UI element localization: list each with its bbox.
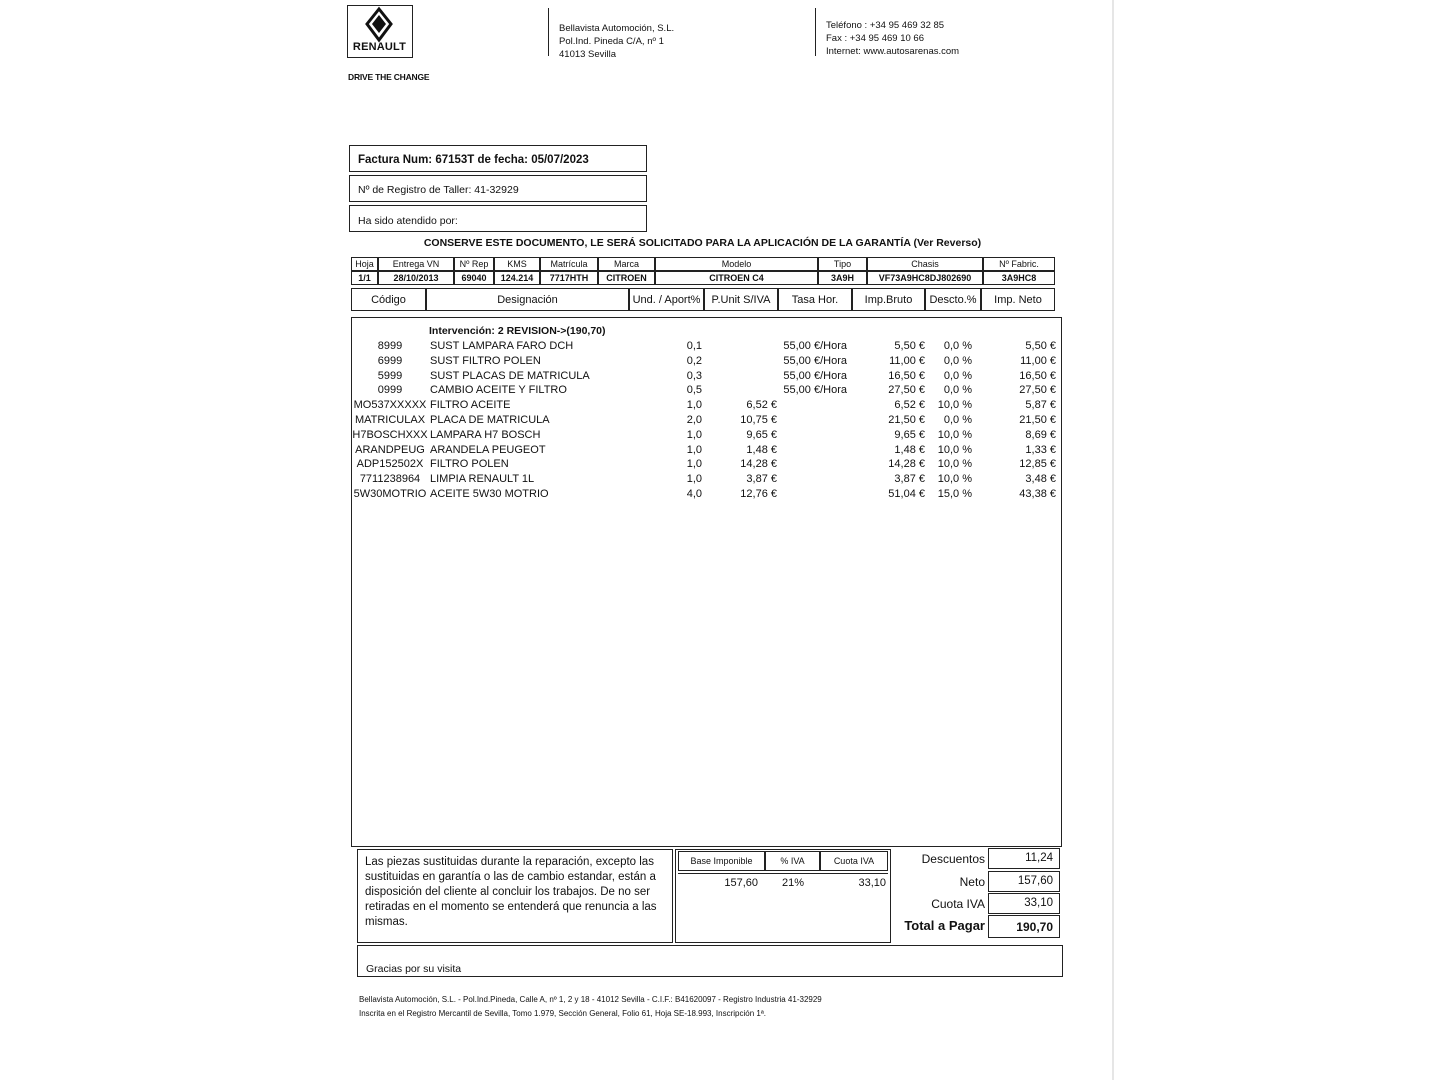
registry-number: Nº de Registro de Taller: 41-32929 [358,184,519,196]
line-desc: LAMPARA H7 BOSCH [430,428,541,441]
company-block [559,22,674,61]
vehicle-header-model: Modelo [655,257,818,271]
line-desc: SUST LAMPARA FARO DCH [430,340,574,352]
vehicle-value-delivery: 28/10/2013 [378,271,454,285]
contact-phone: Teléfono : +34 95 469 32 85 [826,20,945,31]
tax-header-base: Base Imponible [678,851,765,871]
line-disc: 10,0 % [937,458,972,471]
line-qty: 1,0 [686,458,702,471]
vehicle-value-kms: 124.214 [494,271,540,285]
company-address-1: Pol.Ind. Pineda C/A, nº 1 [559,36,664,47]
line-rate: 55,00 €/Hora [783,354,847,367]
contact-block [826,19,959,58]
vehicle-header-factory: Nº Fabric. [983,257,1055,271]
line-code: 5W30MOTRIO [353,488,427,500]
line-disc: 10,0 % [937,473,972,486]
footer-line-2: Inscrita en el Registro Mercantil de Sevilla, Tomo 1.979, Sección General, Folio 61, Hoja SE-18.993, Inscripción 1ª. [359,1009,767,1018]
line-gross: 27,50 € [888,384,925,397]
column-header-unit-price: P.Unit S/IVA [704,288,778,311]
line-disc: 0,0 % [943,354,972,367]
line-gross: 16,50 € [888,369,925,382]
line-desc: SUST PLACAS DE MATRICULA [430,369,590,382]
vat-value: 33,10 [1024,897,1053,909]
line-disc: 0,0 % [943,340,972,352]
line-disc: 0,0 % [943,384,972,397]
vehicle-header-brand: Marca [598,257,655,271]
discounts-box [988,848,1060,869]
tax-header-amount: Cuota IVA [820,851,888,871]
table-row [352,355,1063,370]
logo-text: RENAULT [352,41,407,53]
tax-amount-value: 33,10 [858,877,886,889]
line-disc: 15,0 % [937,488,972,500]
line-qty: 1,0 [686,399,702,412]
invoice-number: Factura Num: 67153T de fecha: 05/07/2023 [358,154,589,166]
line-net: 16,50 € [1019,369,1056,382]
vehicle-header-chassis: Chasis [867,257,983,271]
line-net: 5,87 € [1025,399,1056,412]
column-header-gross: Imp.Bruto [852,288,925,311]
tax-rate-value: 21% [782,877,805,889]
line-gross: 51,04 € [888,488,925,500]
line-gross: 21,50 € [888,414,925,426]
vehicle-header-plate: Matrícula [540,257,598,271]
line-gross: 3,87 € [894,473,925,486]
line-code: MATRICULAX [354,414,426,426]
line-desc: ACEITE 5W30 MOTRIO [430,488,549,500]
column-header-discount: Descto.% [925,288,981,311]
line-items-body [351,317,1062,847]
line-code: 8999 [377,340,403,352]
line-qty: 0,2 [686,354,702,367]
line-disc: 10,0 % [937,428,972,441]
table-row [352,444,1063,459]
line-net: 1,33 € [1025,443,1056,456]
table-row [352,340,1063,355]
table-row [352,370,1063,385]
line-net: 5,50 € [1025,340,1056,352]
table-row [352,488,1063,503]
line-code: 6999 [377,354,403,367]
column-header-code: Código [351,288,426,311]
header-divider-1 [548,8,549,56]
line-qty: 2,0 [686,414,702,426]
header-divider-2 [815,8,816,56]
line-unit: 1,48 € [746,443,777,456]
line-gross: 14,28 € [888,458,925,471]
line-gross: 6,52 € [894,399,925,412]
line-net: 8,69 € [1025,428,1056,441]
net-label: Neto [959,875,985,889]
vehicle-value-brand: CITROEN [598,271,655,285]
line-desc: FILTRO ACEITE [430,399,511,412]
line-gross: 5,50 € [894,340,925,352]
line-qty: 4,0 [686,488,702,500]
renault-logo [347,5,413,58]
vehicle-value-factory: 3A9HC8 [983,271,1055,285]
line-code: H7BOSCHXXX [352,428,428,441]
table-row [352,429,1063,444]
vehicle-header-type: Tipo [818,257,867,271]
table-row [352,458,1063,473]
line-code: ARANDPEUG [355,443,425,456]
tax-base-value: 157,60 [724,877,758,889]
column-header-net: Imp. Neto [981,288,1055,311]
discounts-label: Descuentos [921,852,985,866]
line-unit: 6,52 € [746,399,777,412]
table-row [352,414,1063,429]
line-disc: 0,0 % [943,369,972,382]
line-unit: 9,65 € [746,428,777,441]
line-qty: 0,1 [686,340,702,352]
vehicle-header-delivery: Entrega VN [378,257,454,271]
brand-tagline: DRIVE THE CHANGE [348,72,430,82]
vat-box [988,893,1060,914]
line-rate: 55,00 €/Hora [783,369,847,382]
line-net: 43,38 € [1019,488,1056,500]
scan-edge-line [1112,0,1114,1080]
discounts-value: 11,24 [1025,852,1053,864]
company-name: Bellavista Automoción, S.L. [559,23,675,34]
thanks-text: Gracias por su visita [366,963,462,975]
net-box [988,871,1060,892]
line-rate: 55,00 €/Hora [783,384,847,397]
table-row [352,384,1063,399]
table-row [352,473,1063,488]
invoice-number-box [349,145,647,172]
attended-by-label: Ha sido atendido por: [358,215,458,227]
vat-label: Cuota IVA [931,897,985,911]
line-desc: SUST FILTRO POLEN [430,354,541,367]
total-box [988,915,1060,938]
vehicle-value-rep: 69040 [454,271,494,285]
line-disc: 10,0 % [937,399,972,412]
line-desc: ARANDELA PEUGEOT [430,443,546,456]
line-unit: 3,87 € [746,473,777,486]
line-desc: FILTRO POLEN [430,458,509,471]
vehicle-value-model: CITROEN C4 [655,271,818,285]
line-net: 12,85 € [1019,458,1056,471]
line-disc: 10,0 % [937,443,972,456]
contact-fax: Fax : +34 95 469 10 66 [826,33,924,44]
registry-box [349,175,647,202]
vehicle-value-plate: 7717HTH [540,271,598,285]
line-qty: 0,5 [686,384,702,397]
line-code: 5999 [377,369,403,382]
intervention-title: Intervención: 2 REVISION->(190,70) [429,325,606,337]
line-unit: 14,28 € [740,458,777,471]
net-value: 157,60 [1017,875,1053,887]
line-unit: 10,75 € [740,414,777,426]
line-disc: 0,0 % [943,414,972,426]
footer-line-1: Bellavista Automoción, S.L. - Pol.Ind.Pineda, Calle A, nº 1, 2 y 18 - 41012 Sevilla - C.I.F.: B41620097 - Registro Industria 41-32929 [359,995,822,1004]
total-value: 190,70 [1016,920,1053,934]
line-desc: PLACA DE MATRICULA [430,414,550,426]
column-header-qty: Und. / Aport% [629,288,704,311]
parts-note: Las piezas sustituidas durante la reparación, excepto las sustituidas en garantía o las de cambio estandar, están a disposición del cliente al concluir los trabajos. De no ser retiradas en el momento se entenderá que renuncia a las mismas. [365,856,657,928]
line-code: MO537XXXXX [353,399,427,412]
line-qty: 1,0 [686,473,702,486]
vehicle-header-sheet: Hoja [351,257,378,271]
vehicle-header-rep: Nº Rep [454,257,494,271]
line-gross: 1,48 € [894,443,925,456]
column-header-designation: Designación [426,288,629,311]
line-net: 21,50 € [1019,414,1056,426]
attended-box [349,205,647,232]
line-gross: 11,00 € [889,354,925,367]
vehicle-header-kms: KMS [494,257,540,271]
line-net: 27,50 € [1019,384,1056,397]
line-qty: 1,0 [686,443,702,456]
vehicle-value-sheet: 1/1 [351,271,378,285]
line-code: ADP152502X [356,458,424,471]
contact-web: Internet: www.autosarenas.com [826,46,960,57]
column-header-rate: Tasa Hor. [778,288,852,311]
parts-note-box [357,849,673,943]
line-desc: LIMPIA RENAULT 1L [430,473,535,486]
line-code: 0999 [377,384,403,397]
tax-divider [678,873,888,874]
line-net: 11,00 € [1020,354,1056,367]
warranty-notice: CONSERVE ESTE DOCUMENTO, LE SERÁ SOLICITADO PARA LA APLICACIÓN DE LA GARANTÍA (Ver Reverso) [423,237,982,249]
thanks-box [357,945,1063,977]
total-label: Total a Pagar [904,918,985,933]
line-gross: 9,65 € [894,428,925,441]
line-unit: 12,76 € [740,488,777,500]
line-qty: 1,0 [686,428,702,441]
vehicle-value-type: 3A9H [818,271,867,285]
line-qty: 0,3 [686,369,702,382]
line-code: 7711238964 [359,473,421,486]
line-desc: CAMBIO ACEITE Y FILTRO [430,384,567,397]
line-net: 3,48 € [1025,473,1056,486]
company-address-2: 41013 Sevilla [559,49,617,60]
line-rate: 55,00 €/Hora [783,340,847,352]
vehicle-value-chassis: VF73A9HC8DJ802690 [867,271,983,285]
table-row [352,399,1063,414]
tax-header-rate: % IVA [765,851,820,871]
